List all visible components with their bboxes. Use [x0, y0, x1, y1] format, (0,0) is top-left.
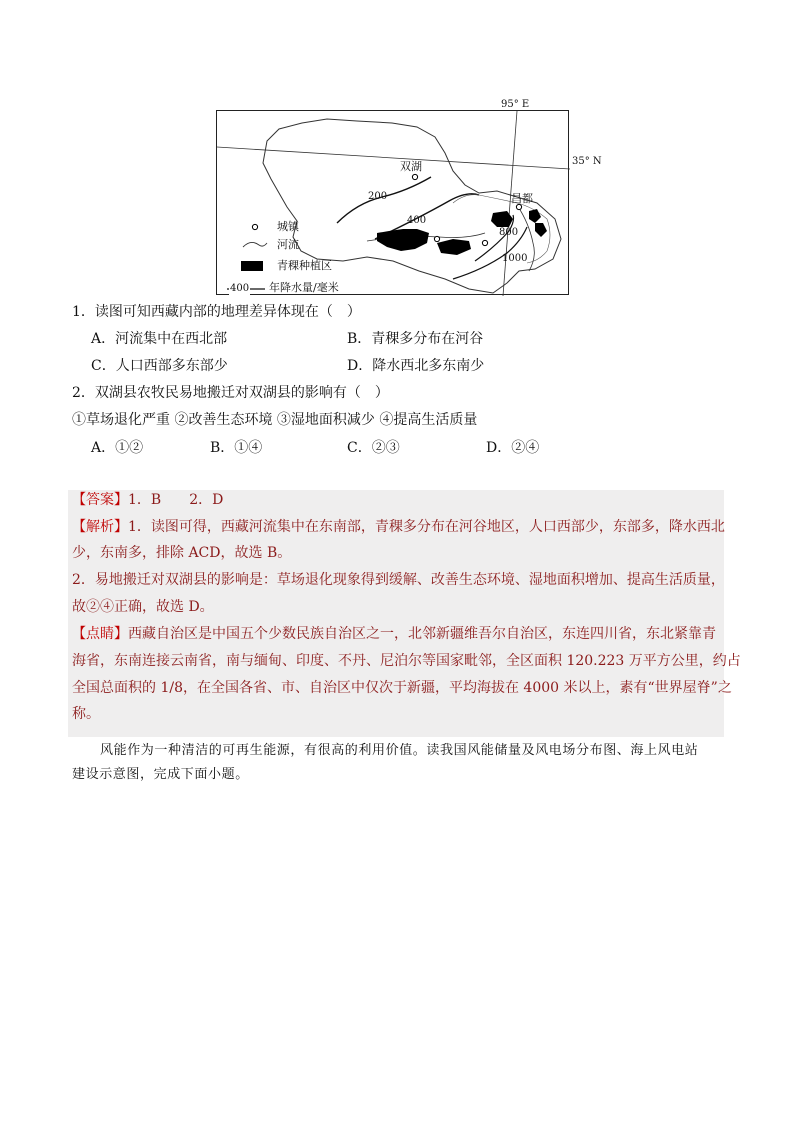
barley-area-3: [491, 211, 513, 227]
legend-isohyet-label: 年降水量/毫米: [269, 281, 339, 294]
barley-area-1: [377, 229, 429, 251]
q2-option-c: C．②③: [347, 440, 400, 456]
analysis-line-2b: 故②④正确，故选 D。: [72, 599, 214, 615]
q1-option-a: A．河流集中在西北部: [91, 331, 228, 347]
answer-block: [68, 490, 741, 737]
legend-town-label: 城镇: [277, 220, 299, 233]
analysis-1a-text: 1．读图可得，西藏河流集中在东南部，青稞多分布在河谷地区，人口西部少，东部多，降水西北: [128, 519, 725, 535]
legend-isohyet-value: 400: [230, 283, 250, 294]
tip-line-b: 海省，东南连接云南省，南与缅甸、印度、不丹、尼泊尔等国家毗邻，全区面积 120.223 万平方公里，约占: [72, 653, 741, 669]
tibet-map-figure: [216, 99, 602, 295]
tip-tag: 【点睛】: [72, 626, 128, 642]
contour-800-label: 800: [499, 227, 519, 238]
contour-200-label: 200: [368, 191, 388, 202]
barley-area-4: [529, 209, 541, 223]
question-1-stem: 1．读图可知西藏内部的地理差异体现在（ ）: [72, 304, 361, 320]
analysis-line-2a: 2．易地搬迁对双湖县的影响是：草场退化现象得到缓解、改善生态环境、湿地面积增加、提高生活质量，: [72, 572, 725, 588]
city-changdu-label: 昌都: [511, 192, 533, 205]
analysis-line-1b: 少，东南多，排除 ACD，故选 B。: [72, 545, 292, 561]
meridian-label: 95° E: [501, 99, 530, 110]
question-2-stem: 2．双湖县农牧民易地搬迁对双湖县的影响有（ ）: [72, 385, 389, 401]
legend-town-symbol: [252, 224, 257, 229]
city-shuanghu-label: 双湖: [400, 160, 422, 173]
town-lhasa: [434, 236, 439, 241]
tip-a-text: 西藏自治区是中国五个少数民族自治区之一，北邻新疆维吾尔自治区，东连四川省，东北紧靠青: [128, 626, 716, 642]
answer-tag: 【答案】: [72, 492, 128, 508]
barley-area-2: [437, 239, 471, 255]
contour-400-label: 400: [407, 215, 427, 226]
passage-intro-line-2: 建设示意图，完成下面小题。: [72, 767, 249, 782]
contour-1000-label: 1000: [502, 253, 528, 264]
legend-barley-symbol: [241, 261, 263, 271]
q2-option-a: A．①②: [91, 440, 144, 456]
analysis-line-1a: [72, 517, 725, 537]
q2-option-b: B．①④: [210, 440, 263, 456]
q1-option-d: D．降水西北多东南少: [347, 358, 485, 374]
parallel-label: 35° N: [572, 156, 602, 167]
town-changdu: [516, 204, 521, 209]
answer-line: [72, 490, 223, 510]
legend-river-label: 河流: [277, 238, 299, 251]
q1-option-b: B．青稞多分布在河谷: [347, 331, 484, 347]
question-2-items: ①草场退化严重 ②改善生态环境 ③湿地面积减少 ④提高生活质量: [72, 412, 478, 428]
legend-river-symbol: [243, 242, 267, 247]
tip-line-d: 称。: [72, 706, 100, 722]
parallel-35n: [217, 147, 570, 169]
legend-barley-label: 青稞种植区: [277, 259, 332, 272]
answer-text: 1．B 2．D: [128, 492, 224, 508]
q1-option-c: C．人口西部多东部少: [91, 358, 228, 374]
town-4: [482, 240, 487, 245]
analysis-tag: 【解析】: [72, 519, 128, 535]
passage-intro-line-1: 风能作为一种清洁的可再生能源，有很高的利用价值。读我国风能储量及风电场分布图、海上风电站: [100, 743, 699, 758]
tip-line-c: 全国总面积的 1/8，在全国各省、市、自治区中仅次于新疆，平均海拔在 4000 米以上，素有“世界屋脊”之: [72, 680, 732, 696]
barley-area-5: [535, 223, 547, 237]
tip-line-a: [72, 624, 716, 644]
town-shuanghu: [412, 174, 417, 179]
q2-option-d: D．②④: [486, 440, 540, 456]
